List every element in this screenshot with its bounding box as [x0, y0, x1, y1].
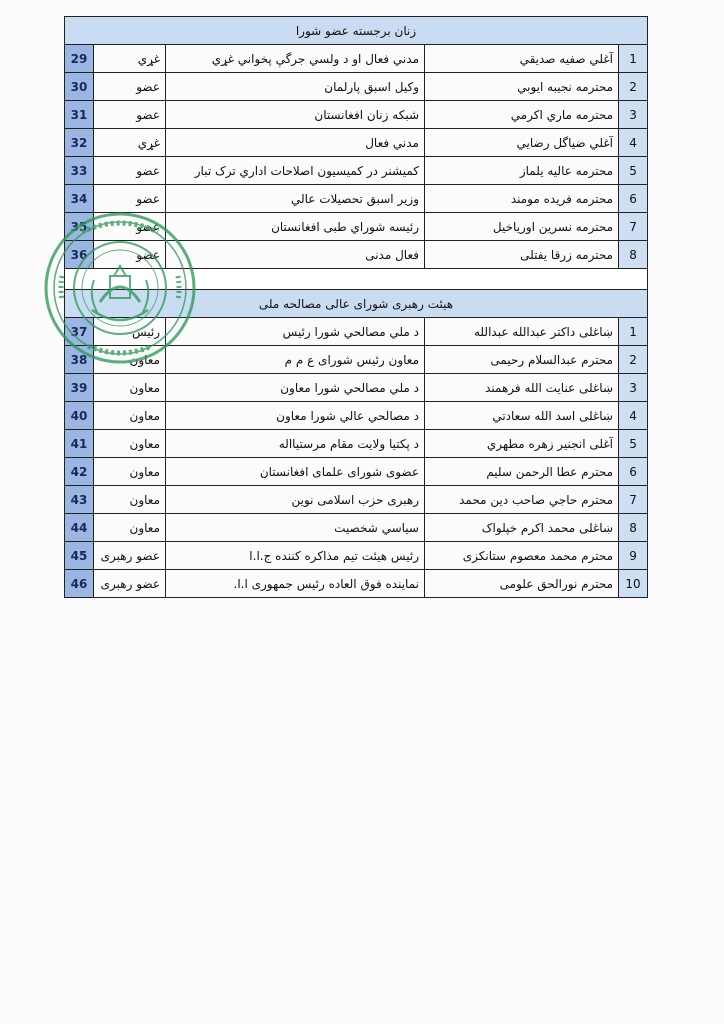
- row-number: 43: [65, 486, 94, 514]
- member-index: 6: [619, 185, 648, 213]
- row-number: 44: [65, 514, 94, 542]
- member-index: 10: [619, 570, 648, 598]
- table-row: [65, 73, 648, 101]
- member-role: وزير اسبق تحصيلات عالي: [166, 185, 425, 213]
- member-position: عضو: [94, 157, 166, 185]
- table-row: [65, 213, 648, 241]
- member-name: محترم عبدالسلام رحيمی: [425, 346, 619, 374]
- member-role: مدني فعال: [166, 129, 425, 157]
- row-number: 41: [65, 430, 94, 458]
- section2-header: [65, 290, 648, 318]
- section1-header: [65, 17, 648, 45]
- row-number: 34: [65, 185, 94, 213]
- table-row: [65, 486, 648, 514]
- members-table: [64, 16, 648, 598]
- member-index: 5: [619, 430, 648, 458]
- member-index: 9: [619, 542, 648, 570]
- member-role: رئيس هيئت تيم مذاكره كننده ج.ا.ا: [166, 542, 425, 570]
- member-index: 5: [619, 157, 648, 185]
- member-name: محترم محمد معصوم ستانكزی: [425, 542, 619, 570]
- row-number: 42: [65, 458, 94, 486]
- table-row: [65, 402, 648, 430]
- table-row: [65, 542, 648, 570]
- member-index: 1: [619, 318, 648, 346]
- member-role: مدني فعال او د ولسي جرگې پخواني غړي: [166, 45, 425, 73]
- member-index: 7: [619, 486, 648, 514]
- section-title: هيئت رهبری شورای عالی مصالحه ملی: [65, 290, 648, 318]
- table-row: [65, 570, 648, 598]
- member-position: معاون: [94, 430, 166, 458]
- row-number: 29: [65, 45, 94, 73]
- member-role: عضوی شورای علمای افغانستان: [166, 458, 425, 486]
- member-position: معاون: [94, 458, 166, 486]
- member-name: آغلي صفيه صديقي: [425, 45, 619, 73]
- member-name: ښاغلی محمد اكرم خپلواک: [425, 514, 619, 542]
- member-position: عضو: [94, 241, 166, 269]
- member-index: 1: [619, 45, 648, 73]
- row-number: 36: [65, 241, 94, 269]
- row-number: 37: [65, 318, 94, 346]
- member-position: معاون: [94, 346, 166, 374]
- member-name: محترمه زرقا يفتلی: [425, 241, 619, 269]
- member-position: غړي: [94, 129, 166, 157]
- table-row: [65, 374, 648, 402]
- row-number: 45: [65, 542, 94, 570]
- member-position: رئيس: [94, 318, 166, 346]
- member-index: 4: [619, 402, 648, 430]
- member-name: آغلی انجنير زهره مطهري: [425, 430, 619, 458]
- row-number: 39: [65, 374, 94, 402]
- member-position: عضو: [94, 101, 166, 129]
- member-name: محترمه عاليه يلماز: [425, 157, 619, 185]
- table-row: [65, 101, 648, 129]
- table-row: [65, 514, 648, 542]
- row-number: 31: [65, 101, 94, 129]
- member-role: كميشنر در كميسيون اصلاحات اداري ترک تبار: [166, 157, 425, 185]
- member-name: محترم نورالحق علومی: [425, 570, 619, 598]
- member-index: 4: [619, 129, 648, 157]
- member-name: محترم حاجي صاحب دين محمد: [425, 486, 619, 514]
- member-position: عضو: [94, 73, 166, 101]
- spacer-row: [65, 269, 648, 290]
- member-role: فعال مدنی: [166, 241, 425, 269]
- member-name: محترمه نسرين اورياخيل: [425, 213, 619, 241]
- spacer-cell: [65, 269, 648, 290]
- member-position: معاون: [94, 402, 166, 430]
- member-role: وكيل اسبق پارلمان: [166, 73, 425, 101]
- member-index: 3: [619, 101, 648, 129]
- table-row: [65, 458, 648, 486]
- member-name: محترمه نجيبه ايوبي: [425, 73, 619, 101]
- member-name: محترم عطا الرحمن سليم: [425, 458, 619, 486]
- member-index: 8: [619, 241, 648, 269]
- table-row: [65, 318, 648, 346]
- member-name: محترمه ماري اكرمي: [425, 101, 619, 129]
- member-index: 2: [619, 346, 648, 374]
- member-role: د پكتيا ولايت مقام مرستيااله: [166, 430, 425, 458]
- member-position: عضو: [94, 185, 166, 213]
- member-name: ښاغلی عنايت الله فرهمند: [425, 374, 619, 402]
- member-position: غړي: [94, 45, 166, 73]
- member-name: آغلي ضياگل رضايي: [425, 129, 619, 157]
- table-row: [65, 157, 648, 185]
- member-position: عضو رهبری: [94, 542, 166, 570]
- table-row: [65, 185, 648, 213]
- member-role: معاون رئيس شورای ع م م: [166, 346, 425, 374]
- member-role: شبكه زنان افغانستان: [166, 101, 425, 129]
- member-index: 6: [619, 458, 648, 486]
- member-role: د ملي مصالحي شورا رئيس: [166, 318, 425, 346]
- member-name: ښاغلی اسد الله سعادتي: [425, 402, 619, 430]
- row-number: 33: [65, 157, 94, 185]
- member-role: رهبری حزب اسلامی نوين: [166, 486, 425, 514]
- member-position: عضو رهبری: [94, 570, 166, 598]
- row-number: 40: [65, 402, 94, 430]
- member-index: 3: [619, 374, 648, 402]
- row-number: 46: [65, 570, 94, 598]
- row-number: 35: [65, 213, 94, 241]
- table-row: [65, 346, 648, 374]
- member-position: عضو: [94, 213, 166, 241]
- table-row: [65, 241, 648, 269]
- member-name: ښاغلی داكتر عبدالله عبدالله: [425, 318, 619, 346]
- member-position: معاون: [94, 374, 166, 402]
- row-number: 38: [65, 346, 94, 374]
- table-row: [65, 430, 648, 458]
- member-index: 8: [619, 514, 648, 542]
- member-position: معاون: [94, 486, 166, 514]
- member-name: محترمه فريده مومند: [425, 185, 619, 213]
- row-number: 32: [65, 129, 94, 157]
- member-role: نماينده فوق العاده رئيس جمهوری ا.ا.: [166, 570, 425, 598]
- table-row: [65, 129, 648, 157]
- member-role: د ملي مصالحي شورا معاون: [166, 374, 425, 402]
- table-row: [65, 45, 648, 73]
- row-number: 30: [65, 73, 94, 101]
- section-title: زنان برجسته عضو شورا: [65, 17, 648, 45]
- member-role: رئيسه شوراي طبی افغانستان: [166, 213, 425, 241]
- member-role: د مصالحي عالي شورا معاون: [166, 402, 425, 430]
- member-index: 7: [619, 213, 648, 241]
- member-index: 2: [619, 73, 648, 101]
- member-role: سياسي شخصيت: [166, 514, 425, 542]
- member-position: معاون: [94, 514, 166, 542]
